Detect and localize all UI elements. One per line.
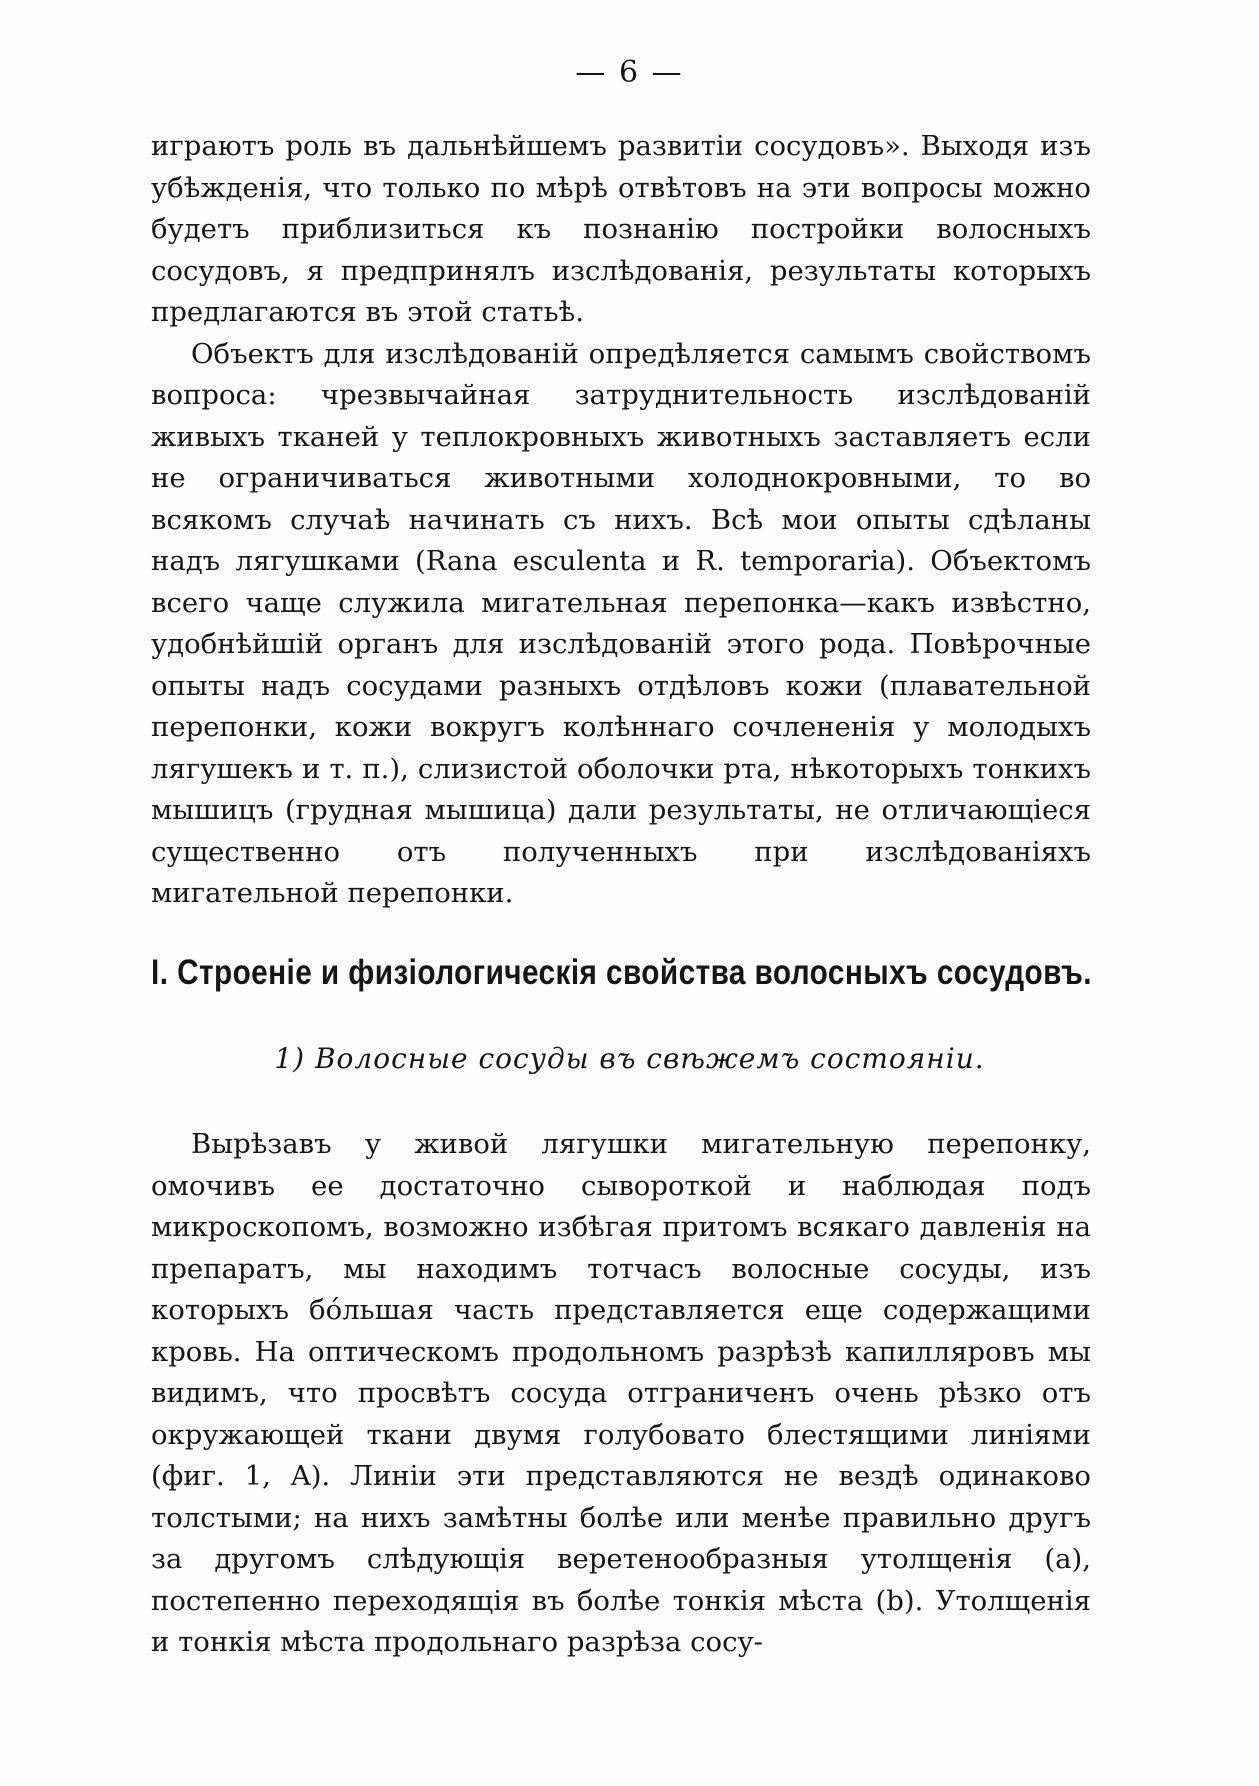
paragraph-object-of-study: Объектъ для изслѣдованій опредѣляется самымъ свойствомъ вопроса: чрезвычайная затруднительность изслѣдованій живыхъ тканей у теплокровныхъ животныхъ заставляетъ если не ограничиваться животными холоднокровными, то во всякомъ случаѣ начинать съ нихъ. Всѣ мои опыты сдѣланы надъ лягушками (Rana esculenta и R. temporaria). Объектомъ всего чаще служила мигательная перепонка—какъ извѣстно, удобнѣйшій органъ для изслѣдованій этого рода. Повѣрочные опыты надъ сосудами разныхъ отдѣловъ кожи (плавательной перепонки, кожи вокругъ колѣннаго сочлененія у молодыхъ лягушекъ и т. п.), слизистой оболочки рта, нѣкоторыхъ тонкихъ мышицъ (грудная мышица) дали результаты, не отличающіеся существенно отъ полученныхъ при изслѣдованіяхъ мигательной перепонки. [151,337,1091,909]
subsection-heading: 1) Волосные сосуды въ свѣжемъ состояніи. [274,1042,985,1075]
page-number: — 6 — [575,55,684,90]
paragraph-continuation: играютъ роль въ дальнѣйшемъ развитіи сосудовъ». Выходя изъ убѣжденія, что только по мѣрѣ отвѣтовъ на эти вопросы можно будетъ приблизиться къ познанію постройки волосныхъ сосудовъ, я предпринялъ изслѣдованія, результаты которыхъ предлагаются въ этой статьѣ. [151,130,1091,328]
text-block-top [151,126,1091,915]
section-heading: I. Строеніе и физіологическія свойства волосныхъ сосудовъ. [151,953,1092,992]
paragraph-fresh-vessels: Вырѣзавъ у живой лягушки мигательную перепонку, омочивъ ее достаточно сывороткой и наблюдая подъ микроскопомъ, возможно избѣгая притомъ всякаго давленія на препаратъ, мы находимъ тотчасъ волосные сосуды, изъ которыхъ бо́льшая часть представляется еще содержащими кровь. На оптическомъ продольномъ разрѣзѣ капилляровъ мы видимъ, что просвѣтъ сосуда отграниченъ очень рѣзко отъ окружающей ткани двумя голубовато блестящими линіями (фиг. 1, A). Линіи эти представляются не вездѣ одинаково толстыми; на нихъ замѣтны болѣе или менѣе правильно другъ за другомъ слѣдующія веретенообразныя утолщенія (a), постепенно переходящія въ болѣе тонкія мѣста (b). Утолщенія и тонкія мѣста продольнаго разрѣза сосу- [151,1128,1091,1658]
text-block-bottom [151,1124,1091,1664]
